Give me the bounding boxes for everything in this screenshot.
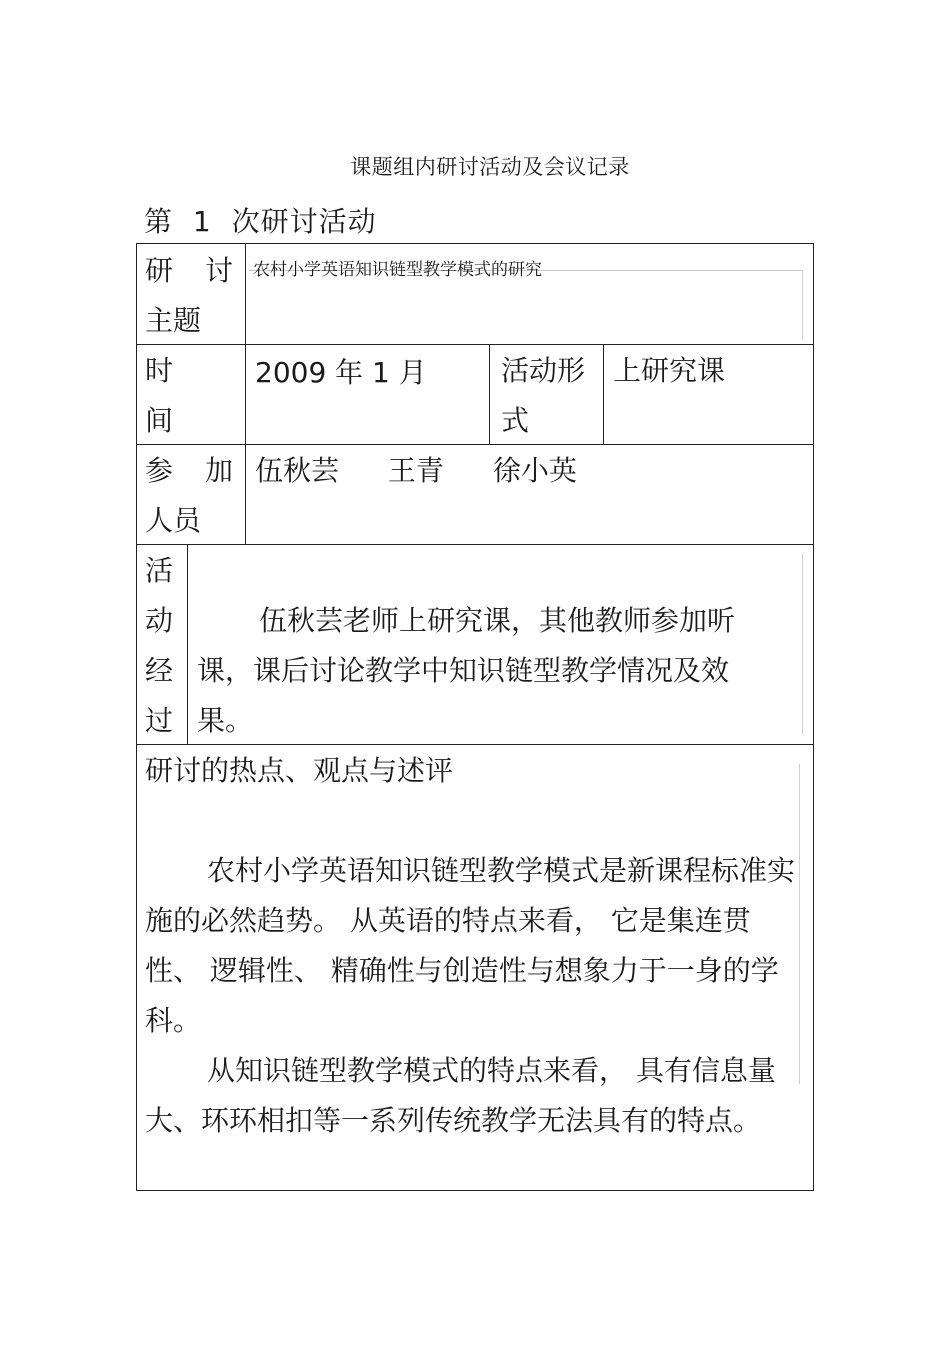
form-label xyxy=(501,346,601,446)
process-label-char: 活 xyxy=(145,554,174,587)
form-value: 上研究课 xyxy=(613,354,726,387)
discussion-heading: 研讨的热点、观点与述评 xyxy=(145,754,454,787)
participants-label-char: 加 xyxy=(204,454,233,487)
time-label-line1: 时 xyxy=(145,354,174,387)
participants-label xyxy=(145,446,241,546)
column-divider xyxy=(245,244,246,544)
participants-label-line2: 人员 xyxy=(145,504,202,537)
topic-label-char: 讨 xyxy=(204,254,233,287)
process-text: 伍秋芸老师上研究课，其他教师参加听课，课后讨论教学中知识链型教学情况及效果。 xyxy=(197,604,736,737)
participant-name: 王青 xyxy=(387,454,444,487)
session-number: 1 xyxy=(192,205,212,238)
session-heading xyxy=(144,200,377,240)
topic-label-char: 研 xyxy=(145,254,174,287)
session-prefix: 第 xyxy=(144,205,174,238)
faint-rule xyxy=(802,270,803,340)
time-label-line2: 间 xyxy=(145,404,174,437)
participant-name: 伍秋芸 xyxy=(255,454,340,487)
faint-rule xyxy=(802,554,803,734)
column-divider xyxy=(187,544,188,744)
process-label-char: 过 xyxy=(145,704,174,737)
time-value: 2009 年 1 月 xyxy=(255,356,427,389)
process-label xyxy=(145,546,185,746)
record-table xyxy=(136,243,814,1191)
topic-label-line2: 主题 xyxy=(145,304,202,337)
discussion-paragraph: 农村小学英语知识链型教学模式是新课程标准实施的必然趋势。 从英语的特点来看， 它是集连贯性、 逻辑性、 精确性与创造性与想象力于一身的学科。 xyxy=(145,854,796,1037)
process-label-char: 经 xyxy=(145,654,174,687)
form-label-line2: 式 xyxy=(501,404,530,437)
form-label-line1: 活动形 xyxy=(501,354,586,387)
column-divider xyxy=(603,344,604,444)
discussion-paragraph: 从知识链型教学模式的特点来看， 具有信息量大、环环相扣等一系列传统教学无法具有的特点。 xyxy=(145,1054,776,1137)
time-label xyxy=(145,346,241,446)
topic-value: 农村小学英语知识链型教学模式的研究 xyxy=(253,260,542,280)
participants-list xyxy=(255,446,795,496)
column-divider xyxy=(489,344,490,444)
session-suffix: 次研讨活动 xyxy=(231,205,377,238)
document-title: 课题组内研讨活动及会议记录 xyxy=(350,155,630,179)
process-label-char: 动 xyxy=(145,604,174,637)
participants-label-char: 参 xyxy=(145,454,174,487)
participant-name: 徐小英 xyxy=(492,454,577,487)
topic-label xyxy=(145,246,241,346)
